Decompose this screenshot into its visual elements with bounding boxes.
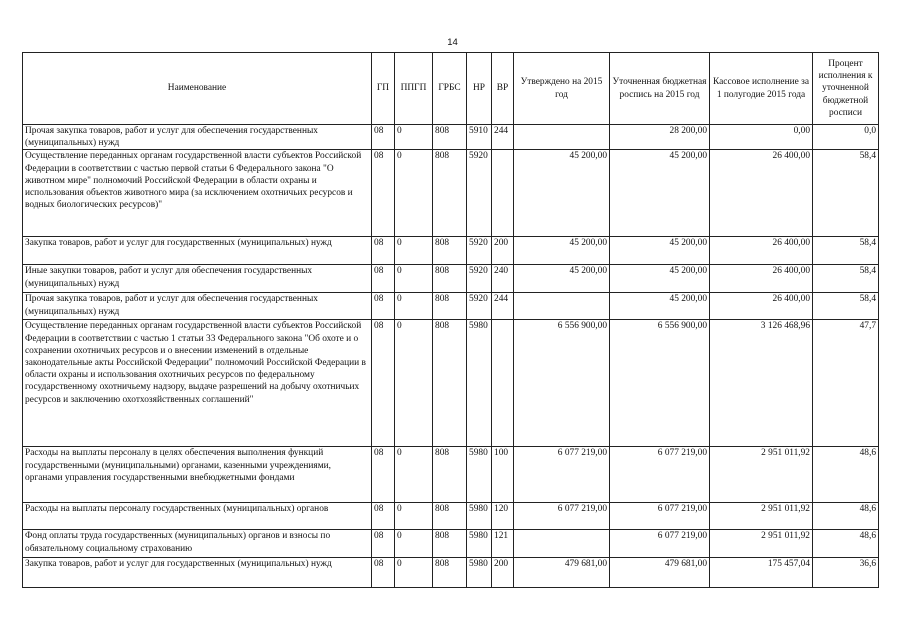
row-gp: 08 [372,447,395,503]
header-approved: Утверждено на 2015 год [514,53,610,125]
row-name: Расходы на выплаты персоналу государственных (муниципальных) органов [23,503,372,530]
table-row [23,150,879,237]
row-gp: 08 [372,293,395,320]
row-refined: 45 200,00 [610,237,710,265]
row-grbs: 808 [433,150,467,237]
row-grbs: 808 [433,503,467,530]
header-refined: Уточненная бюджетная роспись на 2015 год [610,53,710,125]
row-percent: 48,6 [813,447,879,503]
row-np: 5980 [467,530,492,558]
table-row [23,530,879,558]
row-percent: 58,4 [813,293,879,320]
row-cash: 3 126 468,96 [710,320,813,447]
row-name: Осуществление переданных органам государственной власти субъектов Российской Федерации в соответствии с частью 1 статьи 33 Федерального закона "Об охоте и о сохранении охотничьих ресурсов и о внесении изменений в отдельные законодательные акты Российской Федерации" полномочий Российской Федерации в области охраны и использования охотничьих ресурсов по федеральному государственному охотничьему надзору, выдаче разрешений на добычу охотничьих ресурсов и заключению охотхозяйственных соглашений" [23,320,372,447]
table-row [23,558,879,588]
row-vr: 100 [492,447,514,503]
row-cash: 2 951 011,92 [710,503,813,530]
row-vr [492,320,514,447]
table-header-row [23,53,879,125]
header-gp: ГП [372,53,395,125]
row-percent: 58,4 [813,237,879,265]
row-percent: 48,6 [813,503,879,530]
row-grbs: 808 [433,530,467,558]
row-cash: 0,00 [710,125,813,150]
row-cash: 2 951 011,92 [710,530,813,558]
row-ppgp: 0 [395,265,433,293]
row-approved: 6 556 900,00 [514,320,610,447]
row-cash: 26 400,00 [710,265,813,293]
row-ppgp: 0 [395,447,433,503]
row-percent: 48,6 [813,530,879,558]
row-grbs: 808 [433,125,467,150]
header-np: НР [467,53,492,125]
row-approved: 479 681,00 [514,558,610,588]
header-name: Наименование [23,53,372,125]
row-grbs: 808 [433,558,467,588]
row-refined: 6 077 219,00 [610,447,710,503]
row-np: 5910 [467,125,492,150]
row-approved [514,530,610,558]
row-vr: 200 [492,558,514,588]
row-percent: 0,0 [813,125,879,150]
row-percent: 47,7 [813,320,879,447]
row-cash: 26 400,00 [710,150,813,237]
row-name: Закупка товаров, работ и услуг для государственных (муниципальных) нужд [23,558,372,588]
header-cash: Кассовое исполнение за 1 полугодие 2015 года [710,53,813,125]
header-ppgp: ППГП [395,53,433,125]
row-np: 5920 [467,150,492,237]
row-ppgp: 0 [395,320,433,447]
row-cash: 175 457,04 [710,558,813,588]
row-name: Прочая закупка товаров, работ и услуг для обеспечения государственных (муниципальных) нужд [23,125,372,150]
table-row [23,265,879,293]
row-name: Закупка товаров, работ и услуг для государственных (муниципальных) нужд [23,237,372,265]
row-gp: 08 [372,150,395,237]
row-vr: 240 [492,265,514,293]
row-cash: 2 951 011,92 [710,447,813,503]
row-gp: 08 [372,265,395,293]
row-ppgp: 0 [395,530,433,558]
row-ppgp: 0 [395,237,433,265]
row-np: 5980 [467,503,492,530]
row-percent: 36,6 [813,558,879,588]
table-row [23,503,879,530]
row-gp: 08 [372,320,395,447]
row-gp: 08 [372,237,395,265]
table-row [23,293,879,320]
row-name: Расходы на выплаты персоналу в целях обеспечения выполнения функций государственными (муниципальными) органами, казенными учреждениями, органами управления государственными внебюджетными фондами [23,447,372,503]
row-name: Иные закупки товаров, работ и услуг для обеспечения государственных (муниципальных) нужд [23,265,372,293]
table-row [23,237,879,265]
row-gp: 08 [372,503,395,530]
row-name: Осуществление переданных органам государственной власти субъектов Российской Федерации в соответствии с частью первой статьи 6 Федерального закона "О животном мире" полномочий Российской Федерации в области охраны и использования объектов животного мира (за исключением охотничьих ресурсов и водных биологических ресурсов)" [23,150,372,237]
row-approved [514,293,610,320]
table-row [23,320,879,447]
row-name: Прочая закупка товаров, работ и услуг для обеспечения государственных (муниципальных) нужд [23,293,372,320]
row-refined: 479 681,00 [610,558,710,588]
row-ppgp: 0 [395,293,433,320]
header-vr: ВР [492,53,514,125]
row-np: 5980 [467,558,492,588]
row-np: 5980 [467,320,492,447]
row-ppgp: 0 [395,125,433,150]
row-ppgp: 0 [395,558,433,588]
row-grbs: 808 [433,320,467,447]
row-gp: 08 [372,530,395,558]
row-vr [492,150,514,237]
row-vr: 200 [492,237,514,265]
row-refined: 45 200,00 [610,150,710,237]
row-ppgp: 0 [395,503,433,530]
row-ppgp: 0 [395,150,433,237]
row-grbs: 808 [433,447,467,503]
row-np: 5980 [467,447,492,503]
row-approved: 45 200,00 [514,150,610,237]
row-percent: 58,4 [813,265,879,293]
row-approved [514,125,610,150]
row-np: 5920 [467,237,492,265]
row-refined: 6 077 219,00 [610,503,710,530]
row-refined: 45 200,00 [610,293,710,320]
row-refined: 28 200,00 [610,125,710,150]
header-percent: Процент исполнения к уточненной бюджетной росписи [813,53,879,125]
page-number: 14 [447,37,458,48]
row-approved: 6 077 219,00 [514,447,610,503]
row-approved: 45 200,00 [514,237,610,265]
row-percent: 58,4 [813,150,879,237]
row-gp: 08 [372,125,395,150]
row-gp: 08 [372,558,395,588]
row-vr: 120 [492,503,514,530]
row-cash: 26 400,00 [710,293,813,320]
row-refined: 6 556 900,00 [610,320,710,447]
row-approved: 6 077 219,00 [514,503,610,530]
row-cash: 26 400,00 [710,237,813,265]
row-grbs: 808 [433,265,467,293]
table-row [23,447,879,503]
table-row [23,125,879,150]
row-np: 5920 [467,265,492,293]
budget-execution-table [22,52,879,588]
row-grbs: 808 [433,237,467,265]
row-vr: 244 [492,125,514,150]
row-vr: 121 [492,530,514,558]
row-refined: 45 200,00 [610,265,710,293]
row-approved: 45 200,00 [514,265,610,293]
row-vr: 244 [492,293,514,320]
header-grbs: ГРБС [433,53,467,125]
row-name: Фонд оплаты труда государственных (муниципальных) органов и взносы по обязательному социальному страхованию [23,530,372,558]
row-grbs: 808 [433,293,467,320]
row-refined: 6 077 219,00 [610,530,710,558]
row-np: 5920 [467,293,492,320]
